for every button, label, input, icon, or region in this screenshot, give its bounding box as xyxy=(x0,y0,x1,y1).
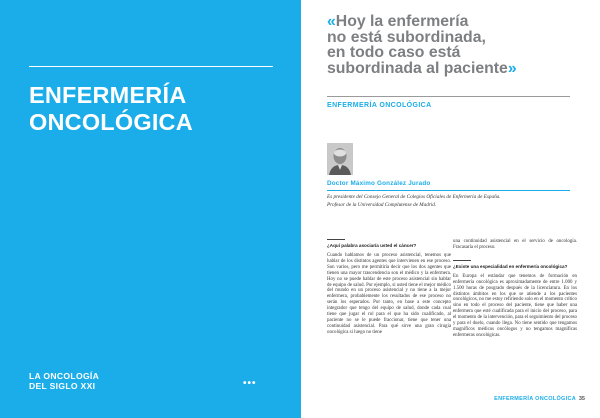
answer-paragraph-continued: una continuidad asistencial en el servicio de oncología. Fracasaría el proceso. xyxy=(453,239,577,250)
text-column-1 xyxy=(327,239,451,339)
author-name: Doctor Máximo González Jurado xyxy=(327,180,431,187)
close-quote-mark: » xyxy=(507,59,517,77)
section-label-line-1: LA ONCOLOGÍA xyxy=(29,371,100,381)
page-title-line-2: ONCOLÓGICA xyxy=(29,109,193,135)
section-kicker: ENFERMERÍA ONCOLÓGICA xyxy=(327,102,432,109)
right-page xyxy=(310,0,600,418)
answer-paragraph-1: Cuando hablamos de un proceso asistencial, tenemos que hablar de los distintos agentes que intervienen en ese proceso. Son varios, pero me permitiría decir que los dos agentes que tienen una mayor trascendencia son el médico y la enfermera. Hoy no se puede hablar de este proceso asistencial sin hablar de equipo de salud. Por ejemplo, si usted tiene el mejor médico del mundo en un proceso asistencial y no tiene a la mejor enfermera, probablemente los resultados de ese proceso no serán los esperados. Por tanto, en base a este concepto integrador que tengo del equipo de salud, donde cada cual tiene que jugar el rol para el que ha sido cualificado, al paciente no se le puede fraccionar, tiene que tener una continuidad asistencial. Para qué sirve una gran cirugía oncológica si luego no tiene xyxy=(327,253,451,335)
page-gutter xyxy=(301,0,310,418)
headline-line-4: subordinada al paciente xyxy=(327,59,508,77)
text-column-2 xyxy=(453,239,577,342)
author-portrait xyxy=(327,143,353,175)
author-bio xyxy=(327,194,587,209)
headline-line-3: en todo caso está xyxy=(327,44,461,61)
page-title xyxy=(29,82,269,136)
top-divider xyxy=(29,66,273,67)
page-number: 35 xyxy=(578,396,585,402)
question-divider xyxy=(327,239,345,240)
headline-quote xyxy=(327,14,587,76)
page-title-line-1: ENFERMERÍA xyxy=(29,82,187,108)
author-bio-line-2: Profesor de la Universidad Complutense de Madrid. xyxy=(327,201,437,208)
question-divider xyxy=(453,260,471,261)
author-bio-line-1: Es presidente del Consejo General de Colegios Oficiales de Enfermería de España. xyxy=(327,194,501,200)
headline-divider xyxy=(327,96,570,97)
answer-paragraph-2: En Europa el estándar que tenemos de formación en enfermería oncológica es aproximadamente de entre 1.000 y 1.500 horas de posgrado después de la licenciatura. En los distintos ámbitos en los que se atiende a los pacientes oncológicos, no me estoy refiriendo solo en el momento crítico sino en todo el proceso del paciente, tiene que haber una enfermera que esté cualificada para el inicio del proceso, para el momento de la intervención, para el seguimiento del proceso y para el duelo, cuando llega. No tiene sentido que tengamos magníficos médicos oncólogos y no tengamos magníficas enfermeras oncológicas. xyxy=(453,273,577,338)
interview-question-2: ¿Existe una especialidad en enfermería oncológica? xyxy=(453,263,568,269)
headline-line-2: no está subordinada, xyxy=(327,28,486,46)
open-quote-mark: « xyxy=(327,13,336,30)
section-label xyxy=(29,371,99,391)
author-divider xyxy=(327,190,570,191)
interview-question-1: ¿Aquí palabra asociaría usted el cáncer? xyxy=(327,243,417,248)
section-label-line-2: DEL SIGLO XXI xyxy=(29,381,96,391)
headline-line-1: Hoy la enfermería xyxy=(335,13,469,30)
more-dots-icon: ••• xyxy=(243,378,257,389)
footer-section-label: ENFERMERÍA ONCOLÓGICA xyxy=(494,396,576,402)
